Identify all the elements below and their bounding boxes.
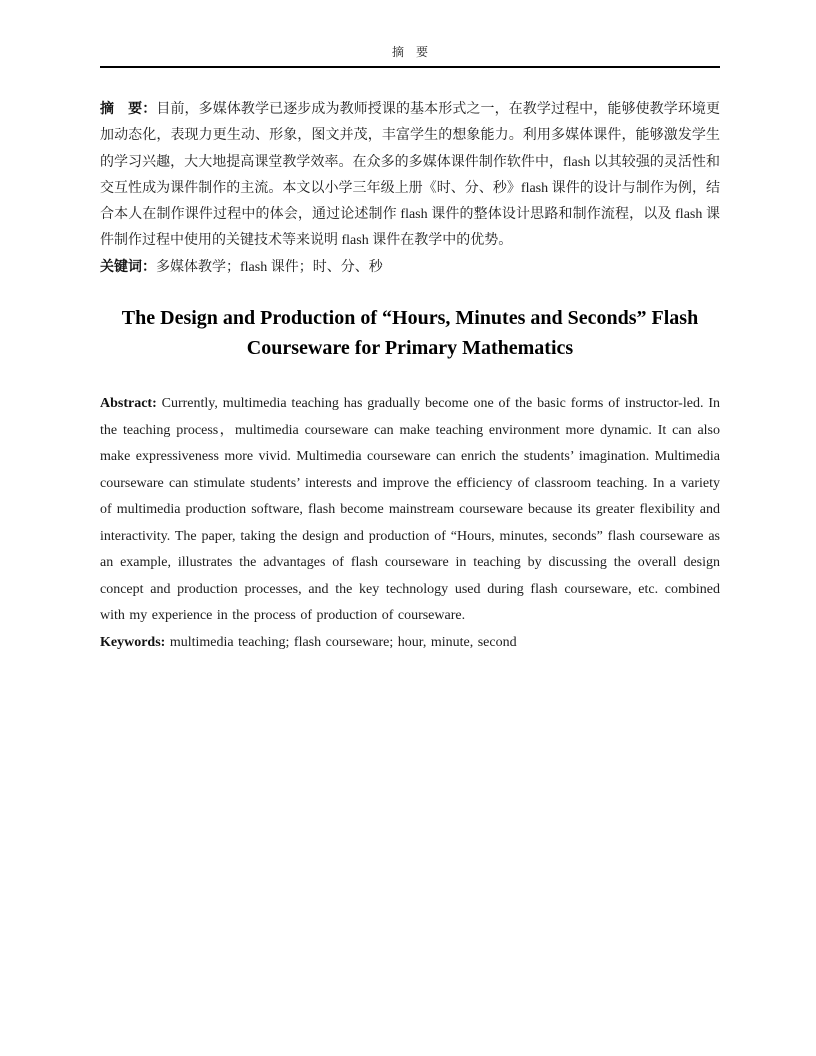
english-abstract-label: Abstract:: [100, 396, 157, 412]
english-abstract-paragraph: [100, 391, 720, 630]
page-header: [100, 0, 720, 60]
english-keywords-text: multimedia teaching; flash courseware; hour, minute, second: [165, 634, 517, 650]
chinese-abstract-text: 目前，多媒体教学已逐步成为教师授课的基本形式之一，在教学过程中，能够使教学环境更加动态化，表现力更生动、形象，图文并茂，丰富学生的想象能力。利用多媒体课件，能够激发学生的学习兴趣，大大地提高课堂教学效率。在众多的多媒体课件制作软件中，flash 以其较强的灵活性和交互性成为课件制作的主流。本文以小学三年级上册《时、分、秒》flash 课件的设计与制作为例，结合本人在制作课件过程中的体会，通过论述制作 flash 课件的整体设计思路和制作流程，以及 flash 课件制作过程中使用的关键技术等来说明 flash 课件在教学中的优势。: [100, 102, 721, 249]
english-title: [100, 303, 720, 363]
chinese-keywords-label: 关键词：: [100, 259, 156, 275]
english-abstract-text: Currently, multimedia teaching has gradually become one of the basic forms of instructor-led. In the teaching process，multimedia courseware can make teaching environment more dynamic. It can also make expressiveness more vivid. Multimedia courseware can enrich the students’ imagination. Multimedia courseware can stimulate students’ interests and improve the efficiency of classroom teaching. In a variety of multimedia production software, flash become mainstream courseware because its greater flexibility and interactivity. The paper, taking the design and production of “Hours, minutes, seconds” flash courseware as an example, illustrates the advantages of flash courseware in teaching by discussing the overall design concept and production processes, and the key technology used during flash courseware, etc. combined with my experience in the process of production of courseware.: [100, 396, 720, 624]
english-keywords-label: Keywords:: [100, 634, 166, 650]
english-keywords-line: [100, 630, 720, 657]
header-title: 摘 要: [391, 45, 428, 59]
english-title-line1: The Design and Production of “Hours, Minutes and Seconds” Flash: [121, 307, 699, 330]
chinese-abstract-label: 摘 要：: [100, 102, 157, 117]
english-title-line2: Courseware for Primary Mathematics: [246, 337, 574, 360]
chinese-keywords-text: 多媒体教学；flash 课件；时、分、秒: [156, 259, 383, 275]
header-divider: [100, 66, 720, 68]
chinese-abstract-paragraph: [100, 97, 720, 255]
chinese-keywords-line: [100, 255, 720, 281]
